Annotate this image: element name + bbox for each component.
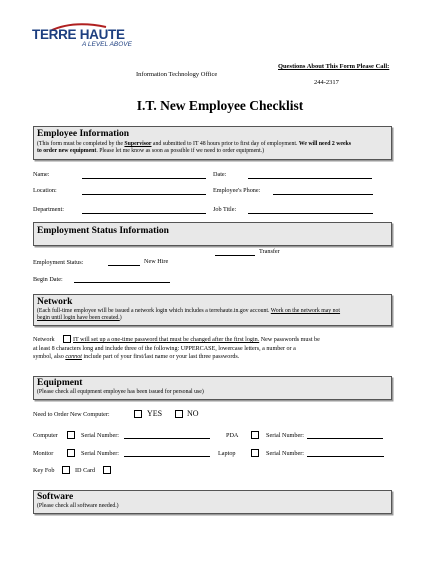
note-supervisor: Supervisor (124, 141, 152, 147)
id-card-label: ID Card (75, 467, 96, 474)
password-note-text: at least 8 characters long and include three of the following: UPPERCASE, lowercase letters, a number or a (33, 345, 296, 352)
page-title: I.T. New Employee Checklist (136, 98, 304, 113)
employee-phone-field[interactable] (273, 194, 373, 195)
laptop-checkbox[interactable] (251, 449, 259, 457)
computer-checkbox[interactable] (67, 431, 75, 439)
software-box (33, 490, 392, 514)
note-bold: We will need 2 weeks (298, 141, 352, 147)
monitor-serial-field[interactable] (124, 456, 210, 457)
note-underlined: begin until login have been created. (37, 315, 120, 322)
monitor-serial-label: Serial Number: (81, 450, 119, 457)
employment-status-label: Employment Status: (33, 259, 84, 266)
questions-label: Questions About This Form Please Call: (278, 63, 390, 70)
password-note-text: symbol, also (33, 354, 66, 361)
password-note-underlined: IT will set up a one-time password that must be changed after the first login. (73, 337, 260, 343)
network-heading: Network (37, 297, 73, 307)
equipment-note: (Please check all equipment employee has been issued for personal use) (37, 389, 204, 395)
employee-info-note (37, 141, 351, 156)
transfer-label: Transfer (259, 248, 280, 255)
location-field[interactable] (82, 194, 206, 195)
password-note-text: include part of your first/last name or your last three passwords. (81, 354, 240, 361)
job-title-field[interactable] (248, 213, 373, 214)
equipment-box (33, 376, 392, 400)
monitor-label: Monitor (33, 450, 54, 457)
pda-serial-label: Serial Number: (266, 432, 304, 439)
note-text: ) (119, 315, 122, 322)
monitor-checkbox[interactable] (67, 449, 75, 457)
network-checkbox[interactable] (63, 335, 71, 343)
pda-label: PDA (226, 432, 239, 439)
no-checkbox[interactable] (175, 410, 183, 418)
password-note-text: New passwords must be (259, 337, 320, 343)
yes-checkbox[interactable] (134, 410, 142, 418)
key-fob-checkbox[interactable] (62, 466, 70, 474)
note-bold: to order new equipment (37, 148, 97, 155)
name-label: Name: (33, 171, 50, 178)
name-field[interactable] (82, 178, 206, 179)
date-field[interactable] (248, 178, 372, 179)
logo-tagline: A LEVEL ABOVE (82, 41, 132, 48)
begin-date-label: Begin Date: (33, 276, 63, 283)
employee-info-heading: Employee Information (37, 129, 130, 139)
new-hire-field[interactable] (108, 265, 140, 266)
date-label: Date: (213, 171, 227, 178)
laptop-serial-field[interactable] (307, 456, 384, 457)
note-text: . Please let me know as soon as possible if we need to order equipment.) (96, 148, 265, 155)
need-order-label: Need to Order New Computer: (33, 411, 110, 418)
computer-serial-label: Serial Number: (81, 432, 119, 439)
laptop-label: Laptop (218, 450, 236, 457)
begin-date-field[interactable] (74, 282, 170, 283)
network-password-text-2 (33, 345, 296, 362)
network-password-text (73, 336, 320, 345)
computer-serial-field[interactable] (124, 438, 210, 439)
logo-name: TERRE HAUTE (32, 27, 125, 42)
network-box (33, 294, 392, 326)
note-text: (This form must be completed by the (37, 141, 125, 147)
yes-label: YES (147, 409, 163, 418)
department-label: Department: (33, 206, 64, 213)
job-title-label: Job Title: (213, 206, 237, 213)
pda-serial-field[interactable] (307, 438, 383, 439)
password-note-underlined: cannot (65, 354, 82, 361)
software-heading: Software (37, 492, 74, 502)
note-text: and submitted to IT 48 hours prior to first day of employment. (151, 141, 299, 147)
note-text: (Each full-time employee will be issued a network login which includes a terrehaute.in.gov account. (37, 308, 271, 314)
new-hire-label: New Hire (144, 258, 169, 265)
no-label: NO (187, 409, 199, 418)
computer-label: Computer (33, 432, 58, 439)
location-label: Location: (33, 187, 57, 194)
software-note: (Please check all software needed.) (37, 503, 119, 509)
note-underlined: Work on the network may not (270, 308, 341, 314)
office-phone: 244-2317 (314, 79, 339, 86)
equipment-heading: Equipment (37, 378, 83, 388)
employment-status-heading: Employment Status Information (37, 226, 169, 236)
laptop-serial-label: Serial Number: (266, 450, 304, 457)
employee-phone-label: Employee's Phone: (213, 187, 261, 194)
network-label: Network (33, 336, 55, 343)
transfer-field[interactable] (215, 255, 255, 256)
network-note (37, 308, 340, 323)
department-field[interactable] (82, 213, 206, 214)
office-name: Information Technology Office (136, 71, 218, 78)
logo (32, 25, 142, 51)
employment-status-box (33, 222, 392, 246)
id-card-checkbox[interactable] (103, 466, 111, 474)
pda-checkbox[interactable] (251, 431, 259, 439)
employee-info-box (33, 126, 392, 160)
key-fob-label: Key Fob (33, 467, 55, 474)
